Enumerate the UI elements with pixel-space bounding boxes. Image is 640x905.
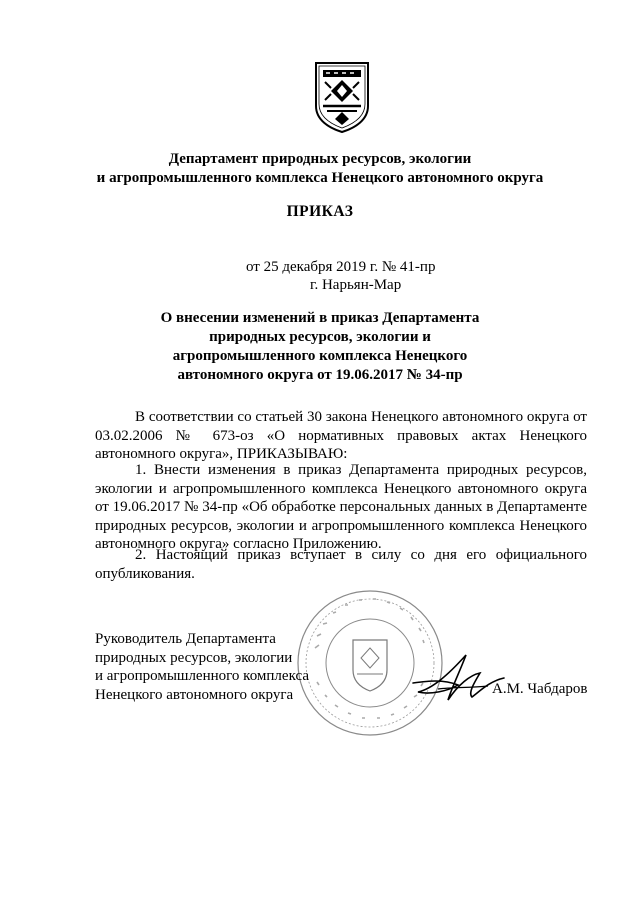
signer-position [95, 630, 309, 704]
department-title-line2: и агропромышленного комплекса Ненецкого автономного округа [96, 170, 544, 186]
department-title [0, 150, 640, 188]
subject-line3: агропромышленного комплекса Ненецкого [172, 348, 468, 364]
subject-line1: О внесении изменений в приказ Департамента [160, 310, 480, 326]
department-title-line1: Департамент природных ресурсов, экологии [168, 151, 472, 167]
signer-position-line3: и агропромышленного комплекса [95, 668, 309, 685]
subject-line4: автономного округа от 19.06.2017 № 34-пр [177, 367, 463, 383]
handwritten-signature [408, 645, 508, 715]
order-date-number: от 25 декабря 2019 г. № 41-пр [246, 259, 436, 275]
subject-line2: природных ресурсов, экологии и [209, 329, 431, 345]
signer-name: А.М. Чабдаров [492, 681, 588, 697]
signer-position-line2: природных ресурсов, экологии [95, 649, 293, 666]
item-1-paragraph: 1. Внести изменения в приказ Департамента природных ресурсов, экологии и агропромышленного комплекса Ненецкого автономного округа от 19.06.2017 № 34-пр «Об обработке персональных данных в Департаменте природных ресурсов, экологии и агропромышленного комплекса Ненецкого автономного округа» согласно Приложению. [95, 462, 587, 553]
order-title: ПРИКАЗ [286, 203, 354, 220]
signer-position-line4: Ненецкого автономного округа [95, 686, 294, 703]
order-subject [0, 309, 640, 385]
signer-position-line1: Руководитель Департамента [95, 631, 276, 647]
coat-of-arms-icon [313, 60, 371, 134]
preamble-paragraph: В соответствии со статьей 30 закона Ненецкого автономного округа от 03.02.2006 № 673-оз «О нормативных правовых актах Ненецкого автономного округа», ПРИКАЗЫВАЮ: [95, 409, 587, 463]
order-place: г. Нарьян-Мар [310, 277, 402, 293]
item-2-paragraph: 2. Настоящий приказ вступает в силу со дня его официального опубликования. [95, 547, 587, 582]
